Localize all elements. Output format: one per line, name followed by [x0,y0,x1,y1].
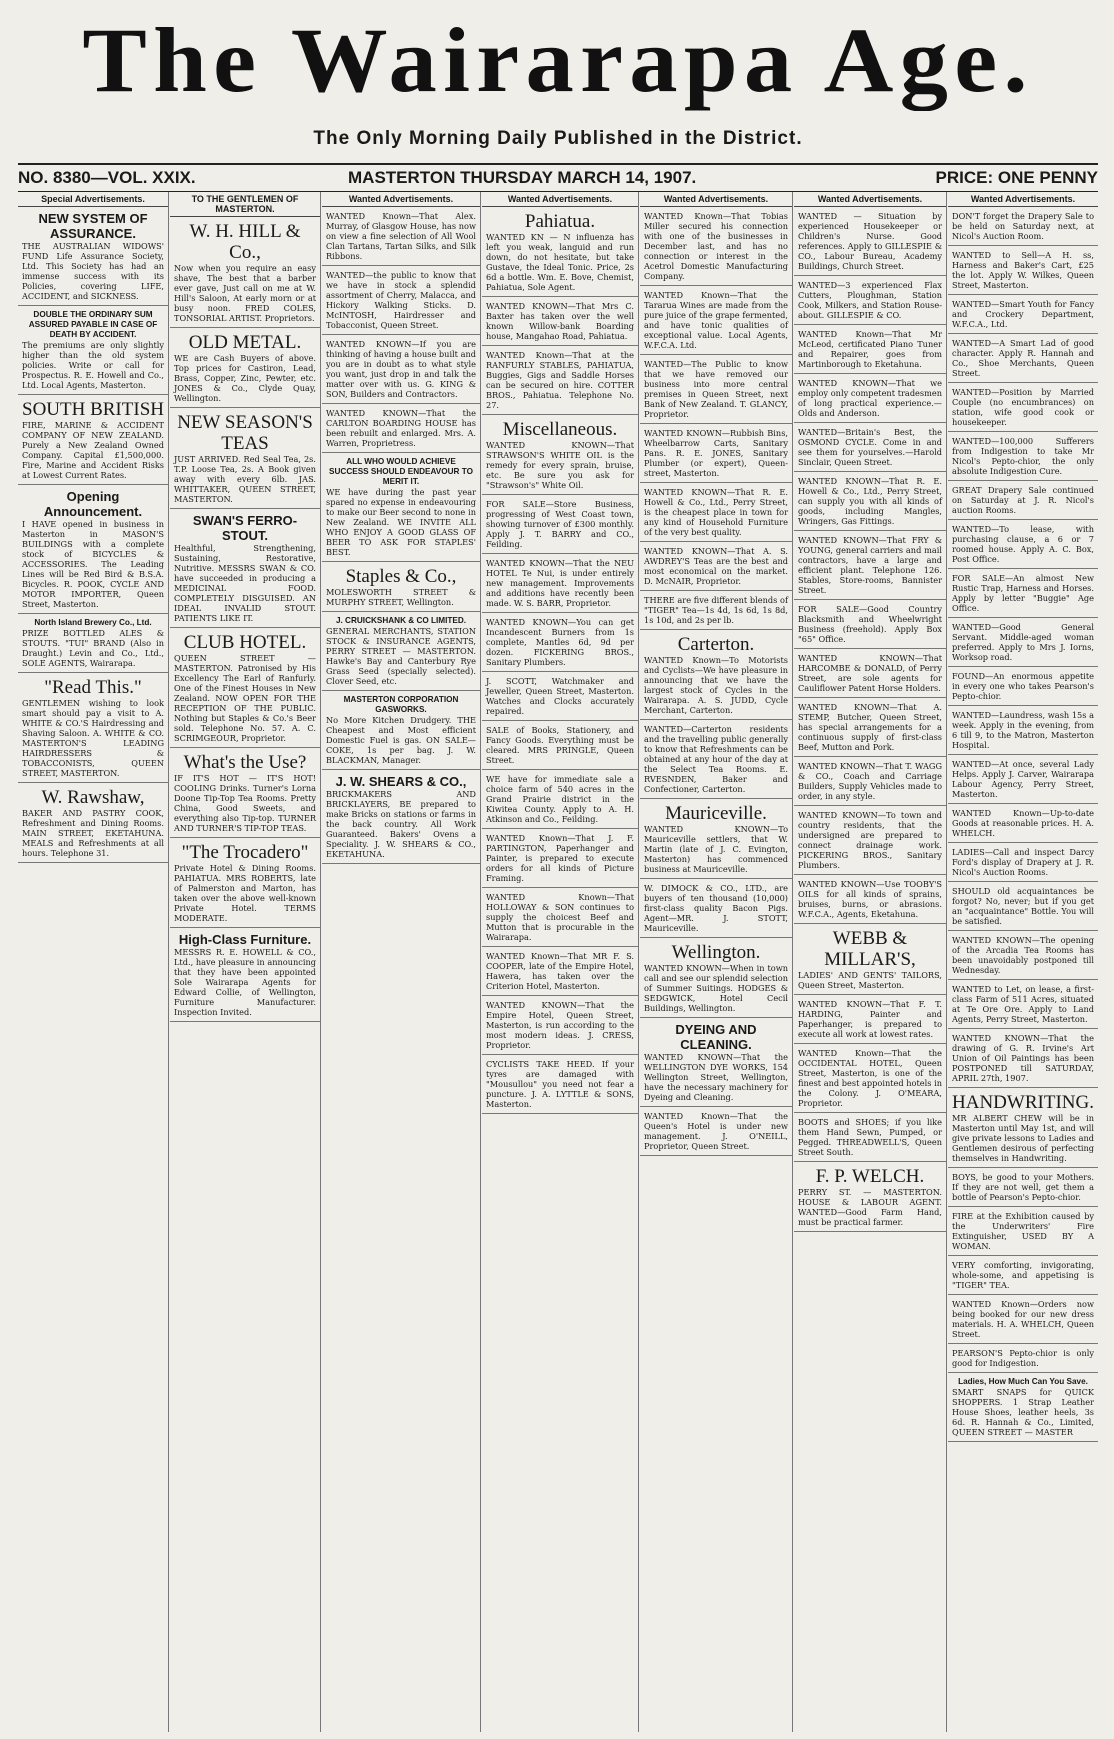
ad-title: North Island Brewery Co., Ltd. [34,618,152,627]
advertisement [948,1256,1098,1295]
advertisement [482,996,638,1055]
ad-body: WANTED KN — N influenza has left you weak, languid and run down, do not hesitate, but take Gustave, the Ideal Tonic. Price, 2s 6d a bottle. Wm. E. Bove, Chemist, Pahiatua, Sole Agent. [486,232,634,292]
column-5 [640,192,793,1732]
ad-body: THERE are five different blends of "TIGER" Tea—1s 4d, 1s 6d, 1s 8d, 1s 10d, and 2s per lb. [644,595,788,625]
ad-body: BAKER AND PASTRY COOK, Refreshment and Dining Rooms. MAIN STREET, EKETAHUNA. MEALS and Refreshments at all hours. Telephone 31. [22,808,164,858]
ad-title: SOUTH BRITISH [22,399,164,420]
ad-body: FOR SALE—Good Country Blacksmith and Wheelwright Business (freehold). Apply Box "65" Office. [798,604,942,644]
advertisement [794,806,946,875]
advertisement [322,266,480,335]
ad-body: WANTED KNOWN—That HARCOMBE & DONALD, of Perry Street, are sole agents for Cauliflower Patent Horse Holders. [798,653,942,693]
advertisement [482,721,638,770]
column-heading: Special Advertisements. [18,192,168,207]
advertisement [18,207,168,306]
ad-body: Private Hotel & Dining Rooms. PAHIATUA. MRS ROBERTS, late of Palmerston and Marton, has taken over the above well-known Private Hotel. TERMS MODERATE. [174,863,316,923]
column-7 [948,192,1098,1732]
ad-body: QUEEN STREET — MASTERTON. Patronised by His Excellency The Earl of Ranfurly. One of the Finest Houses in New Zealand. NOW OPEN FOR THE RECEPTION OF THE PUBLIC. Nothing but Staples & Co.'s Beer sold. Telephone No. 57. A. C. SCRIMGEOUR, Proprietor. [174,653,316,743]
ad-body: WANTED to Sell—A H. ss, Harness and Baker's Cart, £25 the lot. Apply W. Wilkes, Queen Street, Masterton. [952,250,1094,290]
advertisement [322,612,480,691]
ad-body: WANTED Known—That Alex. Murray, of Glasgow House, has now on view a fine selection of All Wool Clan Tartans, Tartan Silks, and Silk Ribbons. [326,211,476,261]
advertisement [948,882,1098,931]
ad-body: W. DIMOCK & CO., LTD., are buyers of ten thousand (10,000) first-class quality Bacon Pigs. Agent—MR. J. STOTT, Mauriceville. [644,883,788,933]
ad-title: W. Rawshaw, [41,787,145,808]
ad-body: WE have during the past year spared no expense in endeavouring to make our Beer second to none in New Zealand. WE INVITE ALL WHO ENJOY A GOOD GLASS OF BEER TO ASK FOR STAPLES' BEST. [326,487,476,557]
advertisement [948,520,1098,569]
ad-body: WANTED Known—That J. F. PARTINGTON, Paperhanger and Painter, is prepared to execute orders for all kinds of Picture Framing. [486,833,634,883]
advertisement [18,485,168,614]
masthead [18,9,1098,149]
ad-body: WANTED—At once, several Lady Helps. Apply J. Carver, Wairarapa Labour Agency, Perry Street, Masterton. [952,759,1094,799]
ad-body: WANTED—Laundress, wash 15s a week. Apply in the evening, from 6 till 9, to the Matron, Masterton Hospital. [952,710,1094,750]
advertisement [794,374,946,423]
ad-body: WANTED KNOWN—That the drawing of G. R. Irvine's Art Union of Oil Paintings has been POSTPONED till SATURDAY, APRIL 27th, 1907. [952,1033,1094,1083]
advertisement [948,383,1098,432]
advertisement [322,770,480,864]
ad-title: Pahiatua. [524,211,596,232]
ad-body: FIRE, MARINE & ACCIDENT COMPANY OF NEW ZEALAND. Purely a New Zealand Owned Company. Capital £1,500,000. Fire, Marine and Accident Risks at Lowest Current Rates. [22,420,164,480]
advertisement [322,404,480,453]
ad-body: WANTED KNOWN—That R. E. Howell & Co., Ltd., Perry Street, can supply you with all kinds of goods, including Mangles, Wringers, Gas Fittings. [798,476,942,526]
advertisement [794,1162,946,1232]
advertisement [948,295,1098,334]
ad-body: WANTED KNOWN—To Mauriceville settlers, that W. Martin (late of J. C. Evington, Masterton) has commenced business at Mauriceville. [644,824,788,874]
advertisement [322,207,480,266]
column-heading: Wanted Advertisements. [482,192,638,207]
ad-body: BOYS, be good to your Mothers. If they are not well, get them a bottle of Pearson's Pepto-chior. [952,1172,1094,1202]
ad-title: Mauriceville. [665,803,767,824]
ad-body: WANTED KNOWN—You can get Incandescent Burners from 1s complete, Mantles 6d, 9d per dozen. FICKERING BROS., Sanitary Plumbers. [486,617,634,667]
ad-body: FIRE at the Exhibition caused by the Underwriters' Fire Extinguisher, USED BY A WOMAN. [952,1211,1094,1251]
ad-title: W. H. HILL & Co., [189,221,301,263]
issue-number: NO. 8380—VOL. XXIX. [18,168,196,187]
advertisement [18,614,168,673]
masthead-title: The Wairarapa Age. [82,9,1034,111]
advertisement [482,947,638,996]
ad-title: High-Class Furniture. [178,932,312,947]
advertisement [948,569,1098,618]
advertisement [948,432,1098,481]
advertisement [794,600,946,649]
ad-title: HANDWRITING. [952,1092,1094,1113]
ad-body: CYCLISTS TAKE HEED. If your tyres are damaged with "Mousullou" you need not fear a puncture. J. A. LYTTLE & SONS, Masterton. [486,1059,634,1109]
ad-title: J. CRUICKSHANK & CO LIMITED. [335,616,467,625]
ad-body: JUST ARRIVED. Red Seal Tea, 2s. T.P. Loose Tea, 2s. A Book given away with every 6lb. JAS. WHITTAKER, QUEEN STREET, MASTERTON. [174,454,316,504]
ad-body: PEARSON'S Pepto-chior is only good for Indigestion. [952,1348,1094,1368]
ad-body: GENTLEMEN wishing to look smart should pay a visit to A. WHITE & CO.'S Hairdressing and Shaving Saloon. A. WHITE & CO. MASTERTON'S LEADING HAIRDRESSERS & TOBACCONISTS, QUEEN STREET, MASTERTON. [22,698,164,778]
ad-body: THE AUSTRALIAN WIDOWS' FUND Life Assurance Society, Ltd. This Society has had an immense success with its Policies, covering LIFE, ACCIDENT, and SICKNESS. [22,241,164,301]
ad-body: WANTED KNOWN—That STRAWSON'S WHITE OIL is the remedy for every sprain, bruise, etc. Be sure you ask for "Strawson's" White Oil. [486,440,634,490]
advertisement [948,931,1098,980]
advertisement [794,423,946,472]
advertisement [794,207,946,276]
ad-body: WANTED Known—That the Queen's Hotel is under new management. J. O'NEILL, Proprietor, Queen Street. [644,1111,788,1151]
advertisement [948,207,1098,246]
advertisement [948,804,1098,843]
ad-body: WANTED KNOWN—That R. E. Howell & Co., Ltd., Perry Street, is the cheapest place in town for any kind of Household Furniture of the very best quality. [644,487,788,537]
advertisement [640,542,792,591]
ad-body: WANTED KNOWN—To town and country residents, that the undersigned are prepared to connect drainage work. PICKERING BROS., Sanitary Plumbers. [798,810,942,870]
ad-body: WANTED—Good General Servant. Middle-aged woman preferred. Apply to Mrs J. Iorns, Worksop road. [952,622,1094,662]
advertisement [794,325,946,374]
ad-body: BOOTS and SHOES; if you like them Hand Sewn, Pumped, or Pegged. THREADWELL'S, Queen Street South. [798,1117,942,1157]
columns [18,192,1098,1732]
advertisement [482,770,638,829]
advertisement [18,306,168,395]
advertisement [18,673,168,783]
ad-title: "Read This." [44,677,142,698]
ad-body: SALE of Books, Stationery, and Fancy Goods. Everything must be cleared. MRS PRINGLE, Queen Street. [486,725,634,765]
advertisement [948,618,1098,667]
ad-body: WANTED KNOWN—Use TOOBY'S OILS for all kinds of sprains, bruises, burns, or abrasions. W.F.C.A., Agents, Eketahuna. [798,879,942,919]
ad-body: WANTED KNOWN—That F. T. HARDING, Painter and Paperhanger, is prepared to execute all work at lowest rates. [798,999,942,1039]
ad-body: MOLESWORTH STREET & MURPHY STREET, Wellington. [326,587,476,607]
ad-body: WANTED to Let, on lease, a first-class Farm of 511 Acres, situated at Te Ore Ore. Apply to Land Agents, Perry Street, Masterton. [952,984,1094,1024]
ad-title: ALL WHO WOULD ACHIEVE SUCCESS SHOULD ENDEAVOUR TO MERIT IT. [329,457,473,486]
ad-body: PRIZE BOTTLED ALES & STOUTS. "TUI" BRAND (Also in Draught.) Levin and Co., Ltd., SOLE AGENTS, Wairarapa. [22,628,164,668]
advertisement [640,483,792,542]
ad-body: WANTED Known—That the Tararua Wines are made from the pure juice of the grape fermented, and have tonic qualities of exceptional value. Local Agents, W.F.C.A. Ltd. [644,290,788,350]
ad-body: WANTED Known—To Motorists and Cyclists—We have pleasure in announcing that we have the largest stock of Cycles in the Wairarapa. A. S. JUDD, Cycle Merchant, Carterton. [644,655,788,715]
advertisement [170,628,320,748]
advertisement [948,1168,1098,1207]
advertisement [948,1344,1098,1373]
ad-title: SWAN'S FERRO-STOUT. [192,513,298,543]
ad-body: LADIES' AND GENTS' TAILORS, Queen Street, Masterton. [798,970,942,990]
advertisement [640,938,792,1018]
advertisement [170,928,320,1022]
advertisement [948,246,1098,295]
ad-body: WANTED—A Smart Lad of good character. Apply R. Hannah and Co., Shoe Merchants, Queen Street. [952,338,1094,378]
ad-body: WANTED KNOWN—That A. S. AWDREY'S Teas are the best and most economical on the market. D. McNAIR, Proprietor. [644,546,788,586]
ad-body: WANTED Known—That HOLLOWAY & SON continues to supply the choicest Beef and Mutton that is procurable in the Wairarapa. [486,892,634,942]
advertisement [482,1055,638,1114]
ad-body: WANTED KNOWN—That the NEU HOTEL Te Nui, is under entirely new management. Improvements and additions have recently been made. W. S. BARR, Proprietor. [486,558,634,608]
ad-title: What's the Use? [183,752,307,773]
ad-body: WANTED KNOWN—If you are thinking of having a house built and you are in doubt as to what style you want, just drop in and talk the matter over with us. G. KING & SON, Builders and Contractors. [326,339,476,399]
column-heading: Wanted Advertisements. [640,192,792,207]
ad-body: WANTED KNOWN—That T. WAGG & CO., Coach and Carriage Builders, Supply Vehicles made to order, in any style. [798,761,942,801]
ad-title: CLUB HOTEL. [183,632,307,653]
ad-body: WANTED—The Public to know that we have removed our business into more central premises in Queen Street, next Bank of New Zealand. T. GLANCY, Proprietor. [644,359,788,419]
advertisement [948,843,1098,882]
ad-body: WANTED KNOWN—The opening of the Arcadia Tea Rooms has been unavoidably postponed till Wednesday. [952,935,1094,975]
advertisement [640,591,792,630]
ad-title: WEBB & MILLAR'S, [824,928,916,970]
ad-body: I HAVE opened in business in Masterton in MASON'S BUILDINGS with a complete stock of BICYCLES & ACCESSORIES. The Leading Lines will be Red Bird & B.S.A. Bicycles. R. POOK, CYCLE AND MOTOR IMPORTER, Queen Street, Masterton. [22,519,164,609]
ad-body: WE are Cash Buyers of above. Top prices for Castiron, Lead, Brass, Copper, Zinc, Pewter, etc. JONES & Co., Clyde Quay, Wellington. [174,353,316,403]
advertisement [948,334,1098,383]
advertisement [482,672,638,721]
advertisement [640,1107,792,1156]
ad-body: BRICKMAKERS AND BRICKLAYERS, BE prepared to make Bricks on stations or farms in the back country. All Work Guaranteed. Bakers' Ovens a Speciality. J. W. SHEARS & CO., EKETAHUNA. [326,789,476,859]
ad-title: DOUBLE THE ORDINARY SUM ASSURED PAYABLE IN CASE OF DEATH BY ACCIDENT. [28,310,158,339]
advertisement [170,509,320,628]
ad-body: WANTED Known—That the OCCIDENTAL HOTEL, Queen Street, Masterton, is one of the finest and best appointed hotels in the Colony. J. O'MEARA, Proprietor. [798,1048,942,1108]
column-6 [794,192,947,1732]
advertisement [794,276,946,325]
ad-body: WANTED Known—Orders now being booked for our new dress materials. H. A. WHELCH, Queen Street. [952,1299,1094,1339]
advertisement [948,1088,1098,1168]
ad-body: FOUND—An enormous appetite in every one who takes Pearson's Pepto-chior. [952,671,1094,701]
advertisement [948,980,1098,1029]
ad-body: VERY comforting, invigorating, whole-some, and appetising is "TIGER" TEA. [952,1260,1094,1290]
advertisement [794,875,946,924]
ad-body: GENERAL MERCHANTS, STATION STOCK & INSURANCE AGENTS, PERRY STREET — MASTERTON. Hawke's Bay and Canterbury Rye Grass Seed (specially selected). Clover Seed, etc. [326,626,476,686]
column-heading: TO THE GENTLEMEN OF MASTERTON. [170,192,320,217]
advertisement [794,924,946,995]
ad-body: WANTED KNOWN—When in town call and see our splendid selection of Summer Suitings. HODGES & SEDGWICK, Hotel Cecil Buildings, Wellington. [644,963,788,1013]
advertisement [170,408,320,509]
advertisement [170,328,320,408]
advertisement [794,1044,946,1113]
ad-body: The premiums are only slightly higher than the old system policies. Write or call for Prospectus. R. E. Howell and Co., Ltd. Local Agents, Masterton. [22,340,164,390]
advertisement [640,207,792,286]
ad-title: Staples & Co., [345,566,457,587]
ad-title: NEW SEASON'S TEAS [177,412,313,454]
advertisement [640,879,792,938]
ad-body: WANTED Known—That Mr McLeod, certificated Piano Tuner and Repairer, goes from Martinborough to Eketahuna. [798,329,942,369]
advertisement [948,1207,1098,1256]
masthead-subtitle: The Only Morning Daily Published in the District. [313,128,803,149]
ad-body: J. SCOTT, Watchmaker and Jeweller, Queen Street, Masterton. Watches and Clocks accurately repaired. [486,676,634,716]
dateline [18,163,1098,192]
advertisement [948,1295,1098,1344]
ad-title: Ladies, How Much Can You Save. [958,1377,1088,1386]
ad-body: WANTED—Carterton residents and the travelling public generally to know that Refreshments can be obtained at any hour of the day at the Select Tea Rooms. E. RVESNDEN, Baker and Confectioner, Carterton. [644,724,788,794]
ad-body: IF IT'S HOT — IT'S HOT! COOLING Drinks. Turner's Lorna Doone Tip-Top Tea Rooms. Pretty China, Good Sweets, and everything also Tip-top. TURNER AND TURNER'S TIP-TOP TEAS. [174,773,316,833]
column-heading: Wanted Advertisements. [948,192,1098,207]
advertisement [640,720,792,799]
ad-title: Wellington. [671,942,761,963]
ad-body: WANTED KNOWN—That the Empire Hotel, Queen Street, Masterton, is run according to the most modern ideas. J. CRESS, Proprietor. [486,1000,634,1050]
advertisement [482,888,638,947]
advertisement [482,829,638,888]
advertisement [794,757,946,806]
ad-body: GREAT Drapery Sale continued on Saturday at J. R. Nicol's auction Rooms. [952,485,1094,515]
column-4 [482,192,639,1732]
ad-body: WANTED—Smart Youth for Fancy and Crockery Department, W.F.C.A., Ltd. [952,299,1094,329]
ad-body: LADIES—Call and inspect Darcy Ford's display of Drapery at J. R. Nicol's Auction Rooms. [952,847,1094,877]
advertisement [640,355,792,424]
ad-body: DON'T forget the Drapery Sale to be held on Saturday next, at Nicol's Auction Room. [952,211,1094,241]
ad-body: WANTED Known—Up-to-date Goods at reasonable prices. H. A. WHELCH. [952,808,1094,838]
advertisement [322,453,480,562]
place-and-date: MASTERTON THURSDAY MARCH 14, 1907. [348,168,697,187]
ad-title: DYEING AND CLEANING. [675,1022,757,1052]
ad-body: No More Kitchen Drudgery. THE Cheapest and Most efficient Domestic Fuel is gas. ON SALE—COKE, 1s per bag. J. W. BLACKMAN, Manager. [326,715,476,765]
ad-body: SMART SNAPS for QUICK SHOPPERS. 1 Strap Leather House Shoes, leather heels, 3s 6d. R. Hannah & Co., Limited, QUEEN STREET — MASTER [952,1387,1094,1437]
ad-body: FOR SALE—Store Business, progressing of West Coast town, showing turnover of £300 monthly. Apply J. T. BARRY and CO., Feilding. [486,499,634,549]
advertisement [482,495,638,554]
ad-body: WANTED—100,000 Sufferers from Indigestion to take Mr Nicol's Pepto-chior, the only absolute Indigestion Cure. [952,436,1094,476]
advertisement [794,995,946,1044]
ad-body: Healthful, Strengthening, Sustaining, Restorative, Nutritive. MESSRS SWAN & CO. have succeeded in producing a MEDICINAL FOOD. COMPLETELY DISGUISED. AN IDEAL INVALID STOUT. PATIENTS LIKE IT. [174,543,316,623]
ad-body: SHOULD old acquaintances be forgot? No, never; but if you get an "acquaintance" Bottle. You will be satisfied. [952,886,1094,926]
advertisement [948,755,1098,804]
advertisement [640,424,792,483]
advertisement [18,395,168,485]
ad-body: WANTED Known—That Tobias Miller secured his connection with one of the businesses in December last, and has no connection or interest in the Acetrol Domestic Manufacturing Company. [644,211,788,281]
advertisement [322,691,480,770]
column-heading: Wanted Advertisements. [794,192,946,207]
advertisement [794,649,946,698]
advertisement [482,613,638,672]
ad-body: WANTED—Britain's Best, the OSMOND CYCLE. Come in and see them for yourselves.—Harold Sinclair, Queen Street. [798,427,942,467]
ad-title: "The Trocadero" [181,842,309,863]
ad-title: J. W. SHEARS & CO., [335,774,467,789]
advertisement [322,335,480,404]
advertisement [948,706,1098,755]
ad-body: PERRY ST. — MASTERTON. HOUSE & LABOUR AGENT. WANTED—Good Farm Hand, must be practical farmer. [798,1187,942,1227]
advertisement [640,630,792,720]
price: PRICE: ONE PENNY [935,168,1098,187]
ad-title: MASTERTON CORPORATION GASWORKS. [343,695,459,714]
ad-body: WANTED—Position by Married Couple (no encumbrances) on station, wife good cook or housekeeper. [952,387,1094,427]
ad-body: Now when you require an easy shave, The best that a barber ever gave, Just call on me at W. Hill's Saloon, At early morn or at busy noon. FRED COLES, TONSORIAL ARTIST. Proprietors. [174,263,316,323]
advertisement [170,217,320,328]
advertisement [482,554,638,613]
advertisement [170,748,320,838]
advertisement [640,286,792,355]
advertisement [640,799,792,879]
column-2 [170,192,321,1732]
ad-body: WANTED—To lease, with purchasing clause, a 6 or 7 roomed house. Apply A. C. Box, Post Office. [952,524,1094,564]
advertisement [948,481,1098,520]
advertisement [18,783,168,863]
advertisement [170,838,320,928]
advertisement [482,415,638,495]
ad-body: MESSRS R. E. HOWELL & CO., Ltd., have pleasure in announcing that they have been appointed Sole Wairarapa Agents for Edward Collie, of Wellington, Furniture Manufacturer. Inspection Invited. [174,947,316,1017]
ad-title: F. P. WELCH. [815,1166,925,1187]
ad-body: MR ALBERT CHEW will be in Masterton until May 1st, and will give private lessons to Ladies and Gentlemen desirous of perfecting themselves in Handwriting. [952,1113,1094,1163]
ad-body: WANTED—3 experienced Flax Cutters, Ploughman, Station Cook, Milkers, and Station Rouse-about. GILLESPIE & CO. [798,280,942,320]
ad-body: WANTED — Situation by experienced Housekeeper or Children's Nurse. Good references. Apply to GILLESPIE & CO., Labour Bureau, Academy Buildings, Church Street. [798,211,942,271]
ad-title: NEW SYSTEM OF ASSURANCE. [38,211,148,241]
ad-body: WANTED KNOWN—That the WELLINGTON DYE WORKS, 154 Wellington Street, Wellington, have the necessary machinery for Dyeing and Cleaning. [644,1052,788,1102]
ad-body: WANTED KNOWN—Rubbish Bins, Wheelbarrow Carts, Sanitary Pans. R. E. JONES, Sanitary Plumber (or expert), Queen-street, Masterton. [644,428,788,478]
advertisement [794,698,946,757]
advertisement [640,1018,792,1107]
advertisement [948,667,1098,706]
advertisement [794,1113,946,1162]
advertisement [948,1373,1098,1442]
ad-body: WE have for immediate sale a choice farm of 540 acres in the Grand Prairie district in the Kiwitea County. Apply to A. H. Atkinson and Co., Feilding. [486,774,634,824]
ad-body: WANTED KNOWN—That FRY & YOUNG, general carriers and mail contractors, have a large and efficient plant. Telephone 126. Stables, Store-rooms, Bannister Street. [798,535,942,595]
column-1 [18,192,169,1732]
advertisement [794,472,946,531]
ad-title: Miscellaneous. [502,419,618,440]
ad-body: WANTED KNOWN—That A. STEMP, Butcher, Queen Street, has special arrangements for a continuous supply of first-class Beef, Mutton and Pork. [798,702,942,752]
advertisement [482,207,638,297]
advertisement [322,562,480,612]
ad-title: Opening Announcement. [43,489,143,519]
advertisement [948,1029,1098,1088]
ad-body: WANTED KNOWN—That Mrs C. Baxter has taken over the well known Willow-bank Boarding house, Mangahao Road, Pahiatua. [486,301,634,341]
column-3 [322,192,481,1732]
ad-title: Carterton. [677,634,755,655]
ad-body: WANTED—the public to know that we have in stock a splendid assortment of Cherry, Malacca, and Hickory Walking Sticks. D. McINTOSH, Hairdresser and Tobacconist, Queen Street. [326,270,476,330]
ad-body: WANTED KNOWN—That the CARLTON BOARDING HOUSE has been rebuilt and enlarged. Mrs. A. Warren, Proprietress. [326,408,476,448]
ad-body: WANTED Known—That MR F. S. COOPER, late of the Empire Hotel, Hawera, has taken over the Criterion Hotel, Masterton. [486,951,634,991]
ad-title: OLD METAL. [188,332,302,353]
advertisement [794,531,946,600]
column-heading: Wanted Advertisements. [322,192,480,207]
ad-body: WANTED Known—That at the RANFURLY STABLES, PAHIATUA, Buggies, Gigs and Saddle Horses can be secured on hire. COTTER BROS., Pahiatua. Telephone No. 27. [486,350,634,410]
advertisement [482,297,638,346]
advertisement [482,346,638,415]
ad-body: WANTED KNOWN—That we employ only competent tradesmen of long practical experience.—Olds and Anderson. [798,378,942,418]
ad-body: FOR SALE—An almost New Rustic Trap, Harness and Horses. Apply by letter "Buggie" Age Office. [952,573,1094,613]
